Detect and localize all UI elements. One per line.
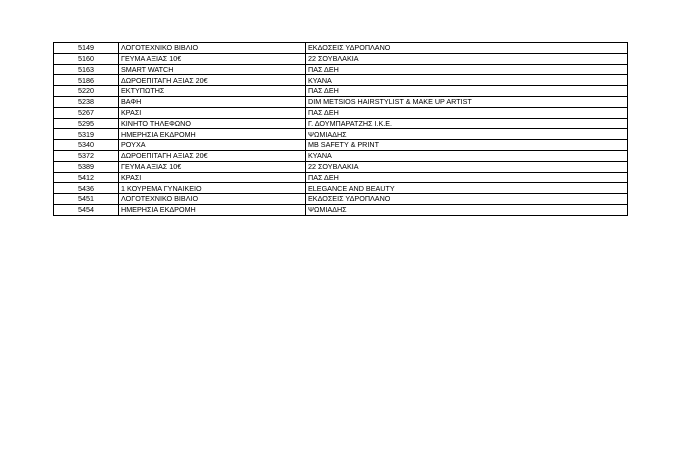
ticket-number-cell: 5160 (54, 53, 119, 64)
prize-item-cell: ΛΟΓΟΤΕΧΝΙΚΟ ΒΙΒΛΙΟ (119, 43, 306, 54)
sponsor-cell: MB SAFETY & PRINT (306, 140, 628, 151)
table-row (54, 43, 628, 54)
ticket-number-cell: 5454 (54, 204, 119, 215)
table-row (54, 64, 628, 75)
table-row (54, 204, 628, 215)
table-row (54, 172, 628, 183)
ticket-number-cell: 5319 (54, 129, 119, 140)
prize-item-cell: ΚΡΑΣΙ (119, 107, 306, 118)
table-row (54, 75, 628, 86)
sponsor-cell: ELEGANCE AND BEAUTY (306, 183, 628, 194)
ticket-number-cell: 5340 (54, 140, 119, 151)
ticket-number-cell: 5436 (54, 183, 119, 194)
table-row (54, 118, 628, 129)
sponsor-cell: ΨΩΜΙΑΔΗΣ (306, 129, 628, 140)
table-row (54, 194, 628, 205)
ticket-number-cell: 5238 (54, 96, 119, 107)
ticket-number-cell: 5149 (54, 43, 119, 54)
prize-item-cell: ΔΩΡΟΕΠΙΤΑΓΗ ΑΞΙΑΣ 20€ (119, 150, 306, 161)
table-row (54, 129, 628, 140)
sponsor-cell: DIM METSIOS HAIRSTYLIST & MAKE UP ARTIST (306, 96, 628, 107)
sponsor-cell: ΠΑΣ ΔΕΗ (306, 86, 628, 97)
prize-item-cell: ΓΕΥΜΑ ΑΞΙΑΣ 10€ (119, 53, 306, 64)
prize-item-cell: ΕΚΤΥΠΩΤΗΣ (119, 86, 306, 97)
table-row (54, 150, 628, 161)
sponsor-cell: ΨΩΜΙΑΔΗΣ (306, 204, 628, 215)
table-row (54, 183, 628, 194)
sponsor-cell: ΠΑΣ ΔΕΗ (306, 172, 628, 183)
sponsor-cell: 22 ΣΟΥΒΛΑΚΙΑ (306, 161, 628, 172)
table-row (54, 140, 628, 151)
prize-item-cell: 1 ΚΟΥΡΕΜΑ ΓΥΝΑΙΚΕΙΟ (119, 183, 306, 194)
prize-item-cell: ΚΙΝΗΤΟ ΤΗΛΕΦΩΝΟ (119, 118, 306, 129)
ticket-number-cell: 5412 (54, 172, 119, 183)
prize-item-cell: ΗΜΕΡΗΣΙΑ ΕΚΔΡΟΜΗ (119, 204, 306, 215)
ticket-number-cell: 5267 (54, 107, 119, 118)
prize-item-cell: ΒΑΦΗ (119, 96, 306, 107)
ticket-number-cell: 5220 (54, 86, 119, 97)
ticket-number-cell: 5451 (54, 194, 119, 205)
table-row (54, 107, 628, 118)
ticket-number-cell: 5389 (54, 161, 119, 172)
ticket-number-cell: 5372 (54, 150, 119, 161)
prize-item-cell: ΗΜΕΡΗΣΙΑ ΕΚΔΡΟΜΗ (119, 129, 306, 140)
sponsor-cell: ΕΚΔΟΣΕΙΣ ΥΔΡΟΠΛΑΝΟ (306, 194, 628, 205)
sponsor-cell: ΠΑΣ ΔΕΗ (306, 64, 628, 75)
ticket-number-cell: 5186 (54, 75, 119, 86)
prize-table (53, 42, 628, 216)
prize-item-cell: ΔΩΡΟΕΠΙΤΑΓΗ ΑΞΙΑΣ 20€ (119, 75, 306, 86)
ticket-number-cell: 5163 (54, 64, 119, 75)
prize-item-cell: SMART WATCH (119, 64, 306, 75)
prize-item-cell: ΡΟΥΧΑ (119, 140, 306, 151)
sponsor-cell: Γ. ΔΟΥΜΠΑΡΑΤΖΗΣ Ι.Κ.Ε. (306, 118, 628, 129)
prize-item-cell: ΚΡΑΣΙ (119, 172, 306, 183)
table-row (54, 53, 628, 64)
sponsor-cell: ΚΥΑΝΑ (306, 150, 628, 161)
sponsor-cell: ΚΥΑΝΑ (306, 75, 628, 86)
sponsor-cell: ΕΚΔΟΣΕΙΣ ΥΔΡΟΠΛΑΝΟ (306, 43, 628, 54)
sponsor-cell: 22 ΣΟΥΒΛΑΚΙΑ (306, 53, 628, 64)
prize-item-cell: ΛΟΓΟΤΕΧΝΙΚΟ ΒΙΒΛΙΟ (119, 194, 306, 205)
prize-item-cell: ΓΕΥΜΑ ΑΞΙΑΣ 10€ (119, 161, 306, 172)
table-row (54, 161, 628, 172)
ticket-number-cell: 5295 (54, 118, 119, 129)
sponsor-cell: ΠΑΣ ΔΕΗ (306, 107, 628, 118)
table-row (54, 86, 628, 97)
table-row (54, 96, 628, 107)
